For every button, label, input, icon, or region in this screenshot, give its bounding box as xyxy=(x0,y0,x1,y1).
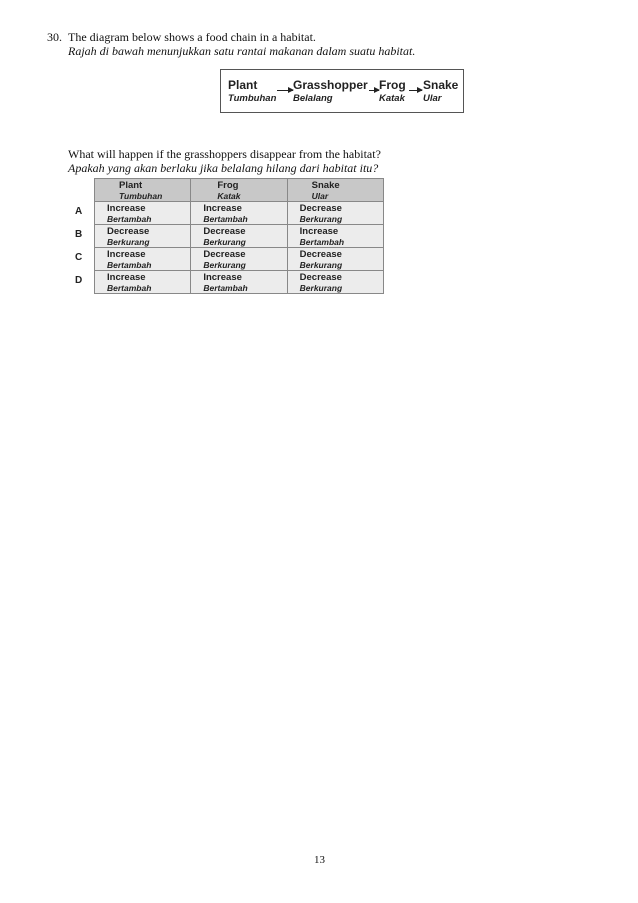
page-number: 13 xyxy=(314,854,325,866)
cell-value: Decrease xyxy=(299,248,342,260)
cell-value-malay: Bertambah xyxy=(299,236,345,247)
table-cell xyxy=(287,271,383,294)
prompt-text-english: What will happen if the grasshoppers disappear from the habitat? xyxy=(68,147,381,161)
header-label-malay: Tumbuhan xyxy=(119,190,163,201)
table-cell xyxy=(287,225,383,248)
chain-organism-plant xyxy=(228,78,276,105)
option-label-a[interactable]: A xyxy=(75,206,83,217)
table-cell xyxy=(95,225,191,248)
option-row-b[interactable] xyxy=(95,225,384,248)
table-cell xyxy=(191,225,287,248)
question-text-english: The diagram below shows a food chain in a habitat. xyxy=(68,30,316,44)
cell-value-malay: Berkurang xyxy=(299,282,343,293)
cell-value: Decrease xyxy=(107,225,150,237)
chain-organism-name-malay: Katak xyxy=(379,93,405,104)
chain-organism-name-malay: Ular xyxy=(423,93,442,104)
option-label-d[interactable]: D xyxy=(75,275,83,286)
table-cell xyxy=(95,248,191,271)
chain-arrow-icon xyxy=(409,90,422,91)
chain-organism-snake xyxy=(423,78,458,105)
cell-value-malay: Berkurang xyxy=(203,259,246,270)
cell-value: Decrease xyxy=(299,202,342,214)
option-row-d[interactable] xyxy=(95,271,384,294)
cell-value-malay: Berkurang xyxy=(299,213,343,224)
header-snake xyxy=(287,179,383,202)
question-number: 30. xyxy=(47,30,62,44)
prompt-text-malay: Apakah yang akan berlaku jika belalang hilang dari habitat itu? xyxy=(68,161,379,175)
cell-value-malay: Berkurang xyxy=(107,236,150,247)
option-row-c[interactable] xyxy=(95,248,384,271)
header-label-malay: Ular xyxy=(311,190,329,201)
header-label: Frog xyxy=(217,179,239,191)
table-cell xyxy=(95,202,191,225)
chain-organism-name-malay: Belalang xyxy=(293,93,333,104)
table-cell xyxy=(95,271,191,294)
cell-value-malay: Berkurang xyxy=(299,259,343,270)
header-label: Snake xyxy=(311,179,340,191)
chain-organism-frog xyxy=(379,78,406,105)
cell-value-malay: Bertambah xyxy=(107,282,152,293)
cell-value-malay: Bertambah xyxy=(107,259,152,270)
option-label-c[interactable]: C xyxy=(75,252,83,263)
cell-value-malay: Berkurang xyxy=(203,236,246,247)
answer-options-table xyxy=(94,178,384,294)
food-chain-diagram xyxy=(220,69,464,113)
option-label-b[interactable]: B xyxy=(75,229,83,240)
table-cell xyxy=(191,248,287,271)
cell-value: Increase xyxy=(107,248,146,260)
table-header-row xyxy=(95,179,384,202)
chain-arrow-icon xyxy=(277,90,293,91)
option-row-a[interactable] xyxy=(95,202,384,225)
chain-organism-name: Plant xyxy=(228,78,258,92)
cell-value: Decrease xyxy=(203,248,246,260)
chain-organism-name: Snake xyxy=(423,78,459,92)
question-text-malay: Rajah di bawah menunjukkan satu rantai makanan dalam suatu habitat. xyxy=(68,44,416,58)
cell-value-malay: Bertambah xyxy=(107,213,152,224)
cell-value: Decrease xyxy=(203,225,246,237)
header-label-malay: Katak xyxy=(217,190,241,201)
cell-value: Increase xyxy=(107,271,146,283)
cell-value-malay: Bertambah xyxy=(203,213,248,224)
table-cell xyxy=(191,202,287,225)
chain-organism-grasshopper xyxy=(293,78,368,105)
cell-value: Decrease xyxy=(299,271,342,283)
header-plant xyxy=(95,179,191,202)
chain-arrow-icon xyxy=(369,90,379,91)
header-frog xyxy=(191,179,287,202)
chain-organism-name: Frog xyxy=(379,78,406,92)
table-cell xyxy=(287,202,383,225)
header-label: Plant xyxy=(119,179,143,191)
cell-value-malay: Bertambah xyxy=(203,282,248,293)
cell-value: Increase xyxy=(107,202,146,214)
cell-value: Increase xyxy=(299,225,339,237)
chain-organism-name: Grasshopper xyxy=(293,78,368,92)
chain-organism-name-malay: Tumbuhan xyxy=(228,93,277,104)
cell-value: Increase xyxy=(203,202,242,214)
cell-value: Increase xyxy=(203,271,242,283)
table-cell xyxy=(287,248,383,271)
table-cell xyxy=(191,271,287,294)
